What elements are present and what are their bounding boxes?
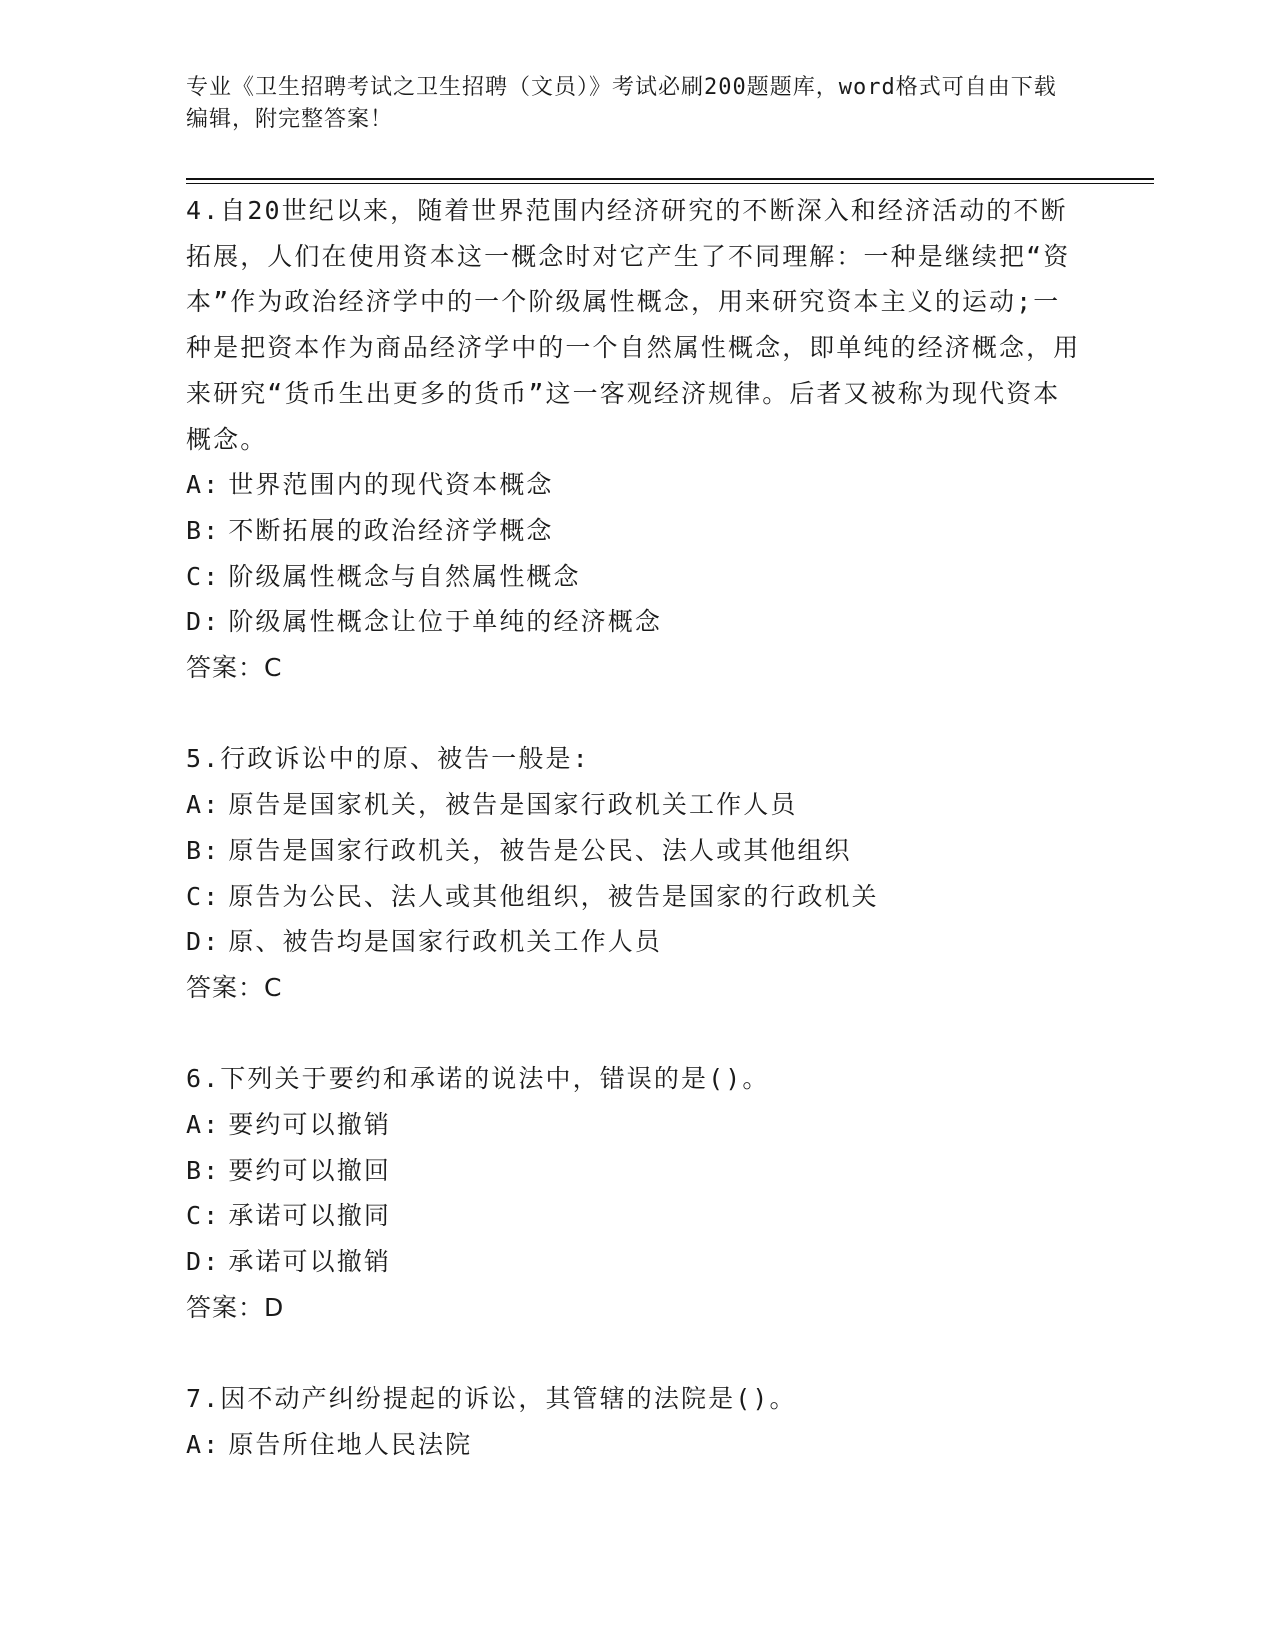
option-d	[186, 919, 1086, 965]
option-letter: D:	[186, 927, 221, 957]
document-header: 专业《卫生招聘考试之卫生招聘（文员）》考试必刷200题题库，word格式可自由下载编辑，附完整答案！	[186, 75, 1057, 132]
option-c	[186, 554, 1086, 600]
question-4	[186, 188, 1086, 691]
option-text: 承诺可以撤销	[228, 1247, 391, 1277]
option-letter: C:	[186, 1201, 221, 1231]
option-text: 要约可以撤回	[228, 1155, 391, 1185]
question-stem: 4.自20世纪以来，随着世界范围内经济研究的不断深入和经济活动的不断拓展，人们在使用资本这一概念时对它产生了不同理解：一种是继续把“资本”作为政治经济学中的一个阶级属性概念，用来研究资本主义的运动;一种是把资本作为商品经济学中的一个自然属性概念，即单纯的经济概念，用来研究“货币生出更多的货币”这一客观经济规律。后者又被称为现代资本概念。	[186, 196, 1081, 454]
option-b	[186, 1148, 1086, 1194]
option-c	[186, 1193, 1086, 1239]
answer-line: 答案：D	[186, 1292, 285, 1322]
question-stem: 7.因不动产纠纷提起的诉讼，其管辖的法院是()。	[186, 1384, 797, 1414]
option-letter: B:	[186, 835, 221, 865]
option-a	[186, 1102, 1086, 1148]
option-letter: D:	[186, 607, 221, 637]
answer-line: 答案：C	[186, 653, 283, 683]
option-d	[186, 1239, 1086, 1285]
option-text: 不断拓展的政治经济学概念	[228, 515, 554, 545]
option-text: 原告所住地人民法院	[228, 1429, 473, 1459]
option-letter: A:	[186, 790, 221, 820]
option-a	[186, 782, 1086, 828]
question-6	[186, 1056, 1086, 1330]
header-rule-thick	[186, 178, 1154, 180]
question-5	[186, 736, 1086, 1010]
questions-list	[186, 188, 1086, 1468]
option-a	[186, 462, 1086, 508]
option-a	[186, 1422, 1086, 1468]
header-rule-thin	[186, 183, 1154, 184]
option-text: 原告为公民、法人或其他组织，被告是国家的行政机关	[228, 881, 879, 911]
option-letter: B:	[186, 1155, 221, 1185]
option-text: 原告是国家机关，被告是国家行政机关工作人员	[228, 790, 798, 820]
option-text: 原、被告均是国家行政机关工作人员	[228, 927, 662, 957]
question-spacer	[186, 1011, 1086, 1057]
option-text: 阶级属性概念与自然属性概念	[228, 561, 581, 591]
option-b	[186, 828, 1086, 874]
question-stem: 5.行政诉讼中的原、被告一般是:	[186, 744, 590, 774]
answer-line: 答案：C	[186, 972, 283, 1002]
question-spacer	[186, 691, 1086, 737]
question-stem: 6.下列关于要约和承诺的说法中，错误的是()。	[186, 1064, 770, 1094]
option-letter: A:	[186, 1110, 221, 1140]
option-text: 原告是国家行政机关，被告是公民、法人或其他组织	[228, 835, 852, 865]
option-letter: A:	[186, 1429, 221, 1459]
question-7	[186, 1376, 1086, 1467]
option-letter: D:	[186, 1247, 221, 1277]
option-text: 阶级属性概念让位于单纯的经济概念	[228, 607, 662, 637]
option-letter: C:	[186, 561, 221, 591]
option-c	[186, 874, 1086, 920]
question-spacer	[186, 1331, 1086, 1377]
option-d	[186, 599, 1086, 645]
option-text: 要约可以撤销	[228, 1110, 391, 1140]
option-text: 世界范围内的现代资本概念	[228, 470, 554, 500]
option-letter: A:	[186, 470, 221, 500]
option-b	[186, 508, 1086, 554]
option-letter: C:	[186, 881, 221, 911]
option-letter: B:	[186, 515, 221, 545]
option-text: 承诺可以撤同	[228, 1201, 391, 1231]
